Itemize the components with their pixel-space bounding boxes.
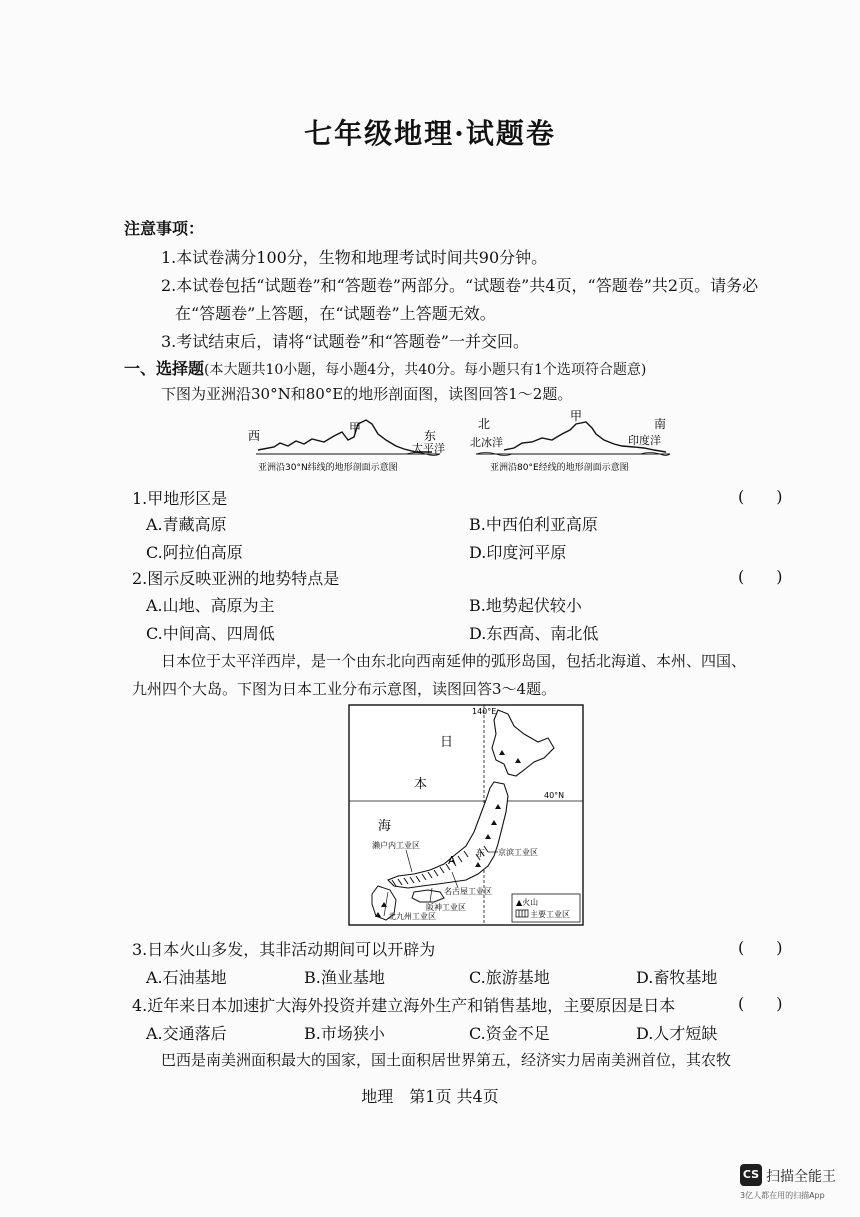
- profile-arctic-label: 北冰洋: [470, 436, 503, 449]
- profile-south-label: 南: [654, 417, 667, 431]
- page-title: 七年级地理·试题卷: [304, 117, 556, 150]
- scanner-name: 扫描全能王: [766, 1169, 836, 1185]
- notice-item: 在“答题卷”上答题，在“试题卷”上答题无效。: [175, 304, 496, 323]
- answer-bracket: ( ): [738, 938, 783, 957]
- sea-label: 本: [414, 777, 428, 792]
- answer-bracket: ( ): [738, 994, 783, 1013]
- answer-bracket: ( ): [738, 487, 783, 506]
- question-stem: 4.近年来日本加速扩大海外投资并建立海外生产和销售基地，主要原因是日本: [132, 996, 676, 1015]
- option-d: D.印度河平原: [469, 543, 567, 562]
- option-b: B.渔业基地: [304, 968, 385, 987]
- terrain-profiles-figure: [246, 410, 676, 480]
- profile-west-label: 西: [248, 429, 261, 443]
- page-footer: 地理 第1页 共4页: [361, 1087, 499, 1106]
- sea-label: 日: [440, 735, 454, 750]
- profile-indian-label: 印度洋: [628, 434, 661, 447]
- section-description: (本大题共10小题，每小题4分，共40分。每小题只有1个选项符合题意): [204, 362, 647, 378]
- option-d: D.人才短缺: [636, 1024, 718, 1043]
- japan-industry-map: [348, 704, 584, 926]
- option-d: D.东西高、南北低: [469, 624, 599, 643]
- option-b: B.中西伯利亚高原: [469, 515, 598, 534]
- option-c: C.资金不足: [469, 1024, 550, 1043]
- option-b: B.市场狭小: [304, 1024, 385, 1043]
- question-intro: 下图为亚洲沿30°N和80°E的地形剖面图，读图回答1～2题。: [161, 385, 573, 403]
- tokyo-mark: 东: [476, 849, 486, 859]
- profile-caption: 亚洲沿80°E经线的地形剖面示意图: [490, 463, 629, 473]
- scanner-badge: CS: [740, 1164, 762, 1186]
- option-c: C.阿拉伯高原: [146, 543, 243, 562]
- option-a: A.山地、高原为主: [146, 596, 275, 615]
- profile-north-label: 北: [478, 417, 491, 431]
- longitude-label: 140°E: [472, 707, 497, 716]
- notice-item: 1.本试卷满分100分，生物和地理考试时间共90分钟。: [161, 248, 548, 267]
- section-title: 一、选择题: [124, 359, 205, 378]
- option-b: B.地势起伏较小: [469, 596, 582, 615]
- notice-item: 2.本试卷包括“试题卷”和“答题卷”两部分。“试题卷”共4页，“答题卷”共2页。请务必: [161, 276, 759, 295]
- hanshin-label: 阪神工业区: [426, 903, 466, 912]
- option-a: A.石油基地: [146, 968, 227, 987]
- notice-item: 3.考试结束后，请将“试题卷”和“答题卷”一并交回。: [161, 332, 529, 351]
- nagoya-label: 名古屋工业区: [444, 887, 492, 896]
- question-intro: 九州四个大岛。下图为日本工业分布示意图，读图回答3～4题。: [132, 680, 557, 698]
- legend-industry: 主要工业区: [530, 910, 570, 919]
- profile-pacific-label: 太平洋: [412, 442, 445, 455]
- option-d: D.畜牧基地: [636, 968, 718, 987]
- option-a: A.青藏高原: [146, 515, 227, 534]
- profile-east-label: 东: [424, 429, 437, 443]
- question-stem: 2.图示反映亚洲的地势特点是: [132, 569, 340, 588]
- keihin-label: 京滨工业区: [498, 848, 538, 857]
- option-a: A.交通落后: [146, 1024, 227, 1043]
- option-c: C.中间高、四周低: [146, 624, 275, 643]
- scanner-subtitle: 3亿人都在用的扫描App: [740, 1191, 825, 1200]
- shikoku-island: [412, 890, 444, 902]
- profile-caption: 亚洲沿30°N纬线的地形剖面示意图: [258, 463, 398, 473]
- sea-label: 海: [378, 819, 392, 834]
- setouchi-label: 濑户内工业区: [372, 841, 420, 850]
- kitakyushu-label: 北九州工业区: [388, 912, 436, 921]
- point-a-label: A: [448, 854, 456, 867]
- option-c: C.旅游基地: [469, 968, 550, 987]
- profile-80e: [470, 410, 670, 473]
- section-heading: [124, 356, 646, 379]
- profile-jia-label: 甲: [349, 421, 362, 435]
- profile-30n: [248, 420, 445, 473]
- profile-jia-label: 甲: [570, 410, 583, 423]
- question-stem: 3.日本火山多发，其非活动期间可以开辟为: [132, 940, 436, 959]
- latitude-label: 40°N: [544, 791, 565, 800]
- answer-bracket: ( ): [738, 567, 783, 586]
- legend-volcano: ▲火山: [516, 898, 539, 907]
- notice-heading: 注意事项：: [124, 219, 205, 238]
- question-stem: 1.甲地形区是: [132, 489, 228, 508]
- question-intro: 巴西是南美洲面积最大的国家，国土面积居世界第五，经济实力居南美洲首位，其农牧: [161, 1051, 732, 1069]
- question-intro: 日本位于太平洋西岸，是一个由东北向西南延伸的弧形岛国，包括北海道、本州、四国、: [161, 652, 747, 670]
